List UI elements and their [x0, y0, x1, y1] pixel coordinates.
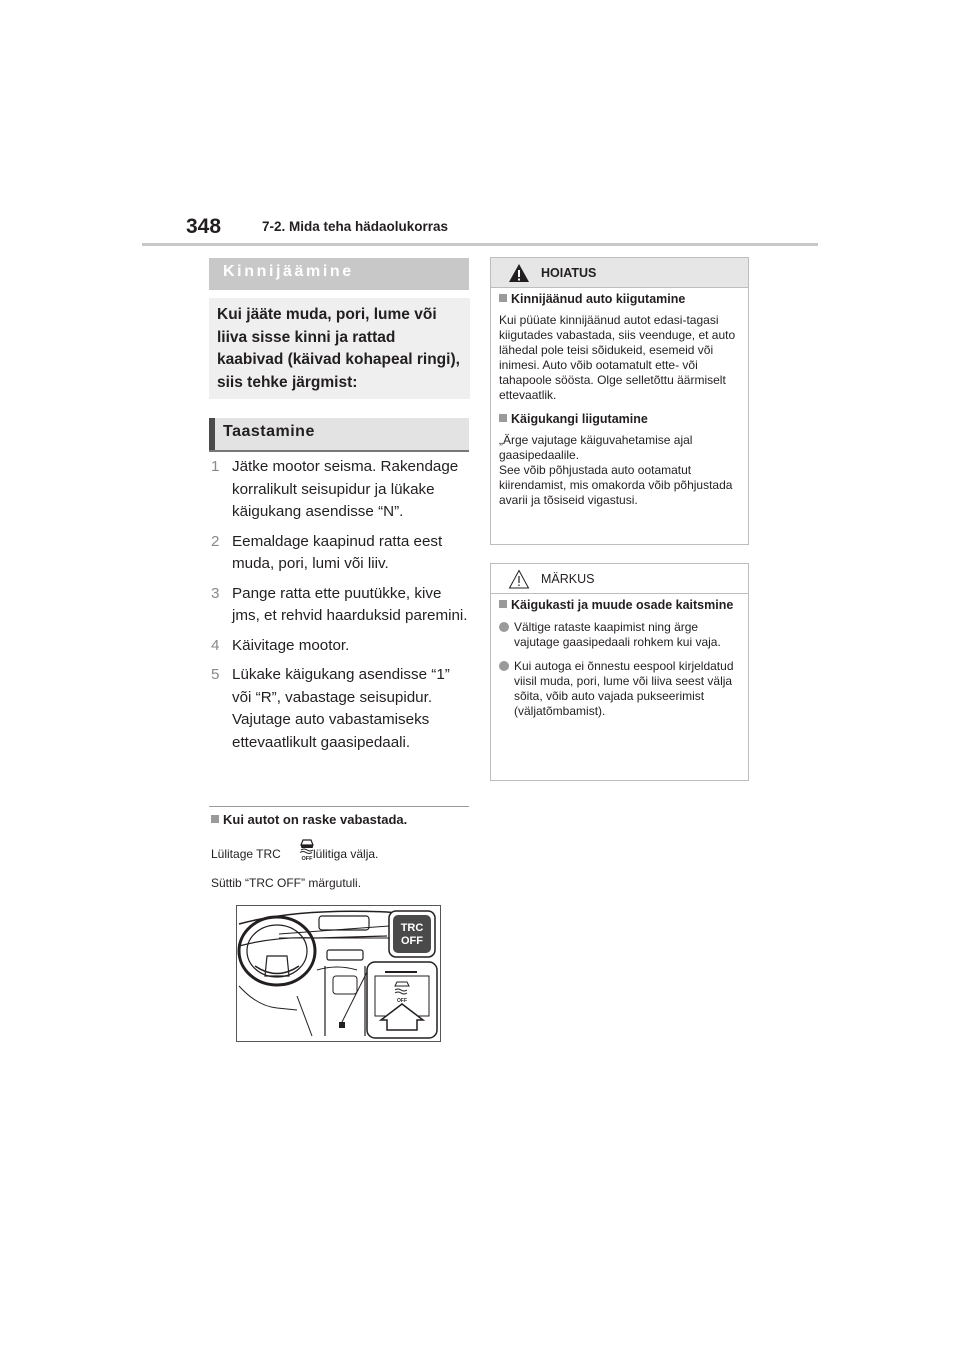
step-item	[211, 531, 473, 576]
section-title: Kinnijäämine	[223, 263, 354, 280]
warning-content	[499, 292, 742, 508]
steps-list	[211, 456, 473, 761]
intro-text: Kui jääte muda, pori, lume või liiva sisse kinni ja rattad kaabivad (käivad kohapeal ringi), siis tehke järgmist:	[217, 306, 460, 391]
warning-item-text-2: See võib põhjustada auto ootamatut kiirendamist, mis omakorda võib põhjustada avarii ja tõsiseid vigastusi.	[499, 463, 733, 507]
warning-item-heading: Kinnijäänud auto kiigutamine	[499, 292, 742, 307]
notice-bullet: Vältige rataste kaapimist ning ärge vajutage gaasipedaali rohkem kui vaja.	[499, 620, 742, 650]
square-bullet-icon	[499, 600, 507, 608]
note-heading: Kui autot on raske vabastada.	[211, 812, 407, 827]
intro-box	[209, 298, 470, 399]
note-rule	[209, 806, 469, 807]
notice-box	[490, 563, 749, 781]
step-number: 2	[211, 532, 220, 550]
warning-item-text: Kui püüate kinnijäänud autot edasi-tagasi kiigutades vabastada, siis veenduge, et auto lähedal pole teisi sõidukeid, esemeid või inimesi. Auto võib ootamatult ette- või tahapoole söösta. Olge selletõttu äärmiselt ettevaatlik.	[499, 313, 736, 402]
header-rule	[142, 243, 818, 246]
subsection-accent-bar	[209, 418, 215, 450]
notice-header	[491, 564, 748, 594]
step-item	[211, 456, 473, 524]
lamp-text: Süttib “TRC OFF” märgutuli.	[211, 876, 362, 890]
step-item	[211, 635, 473, 658]
warning-label: HOIATUS	[541, 266, 597, 280]
warning-box	[490, 257, 749, 545]
indicator-line1: TRC	[400, 922, 424, 934]
chapter-title: 7-2. Mida teha hädaolukorras	[262, 219, 449, 234]
square-bullet-icon	[499, 414, 507, 422]
bullet-dot-icon	[499, 622, 509, 632]
step-item	[211, 583, 473, 628]
subsection-title-bar	[209, 418, 469, 452]
subsection-title: Taastamine	[223, 423, 315, 440]
notice-content	[499, 598, 742, 719]
page-number: 348	[186, 215, 222, 238]
square-bullet-icon	[211, 815, 219, 823]
switch-label: OFF	[397, 998, 407, 1004]
warning-item-heading: Käigukangi liigutamine	[499, 412, 742, 427]
step-item	[211, 664, 473, 754]
notice-bullet: Kui autoga ei õnnestu eespool kirjeldatud viisil muda, pori, lume või liiva seest välja sõita, võib auto vajada pukseerimist (väljatõmbamist).	[499, 659, 742, 719]
bullet-dot-icon	[499, 661, 509, 671]
step-text: Lükake käigukang asendisse “1” või “R”, vabastage seisupidur. Vajutage auto vabastamiseks ettevaatlikult gaasipedaali.	[232, 666, 450, 751]
trc-text-before: Lülitage TRC	[211, 847, 281, 861]
traction-off-icon	[298, 838, 316, 862]
notice-triangle-icon	[508, 569, 530, 589]
step-number: 5	[211, 666, 220, 683]
dashboard-figure	[236, 905, 441, 1042]
square-bullet-icon	[499, 294, 507, 302]
step-text: Käivitage mootor.	[232, 636, 350, 654]
trc-icon-label: OFF	[301, 856, 313, 862]
section-title-bar	[209, 258, 469, 290]
warning-triangle-icon	[508, 263, 530, 283]
warning-item-text: „Ärge vajutage käiguvahetamise ajal gaasipedaalile.	[499, 433, 693, 462]
step-text: Pange ratta ette puutükke, kive jms, et rehvid haarduksid paremini.	[232, 584, 468, 624]
step-number: 3	[211, 584, 220, 602]
step-text: Jätke mootor seisma. Rakendage korralikult seisupidur ja lükake käigukang asendisse “N”.	[232, 458, 459, 520]
step-text: Eemaldage kaapinud ratta eest muda, pori, lumi või liiv.	[232, 532, 443, 572]
step-number: 4	[211, 636, 220, 654]
step-number: 1	[211, 458, 220, 475]
notice-heading: Käigukasti ja muude osade kaitsmine	[499, 598, 742, 613]
indicator-line2: OFF	[401, 935, 423, 947]
warning-header	[491, 258, 748, 288]
notice-label: MÄRKUS	[541, 572, 595, 586]
trc-text-after: lülitiga välja.	[313, 847, 379, 861]
dashboard-illustration	[237, 906, 440, 1041]
